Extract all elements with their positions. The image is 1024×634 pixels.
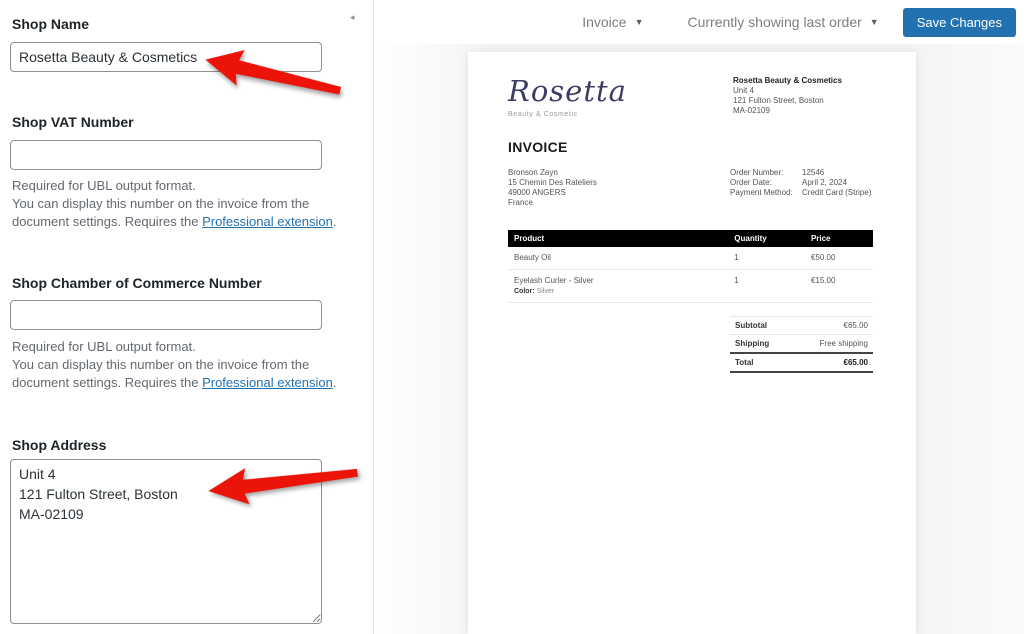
total-label: Total [735,358,754,367]
preview-panel [374,0,1024,634]
order-preview-label: Currently showing last order [687,14,862,30]
order-meta-row [730,168,873,178]
product-cell [508,276,734,295]
items-table [508,230,873,303]
table-row [508,247,873,270]
document-type-label: Invoice [582,14,627,30]
meta-label: Order Date: [730,178,772,187]
help-line2: You can display this number on the invoice from the [12,357,310,372]
variation-value: Silver [536,288,555,295]
totals-table [730,316,873,373]
header-price: Price [810,234,831,243]
shop-name-input[interactable] [10,42,322,72]
shop-address-textarea[interactable] [10,459,322,624]
header-quantity: Quantity [734,234,767,243]
help-line2: You can display this number on the invoice from the [12,196,310,211]
collapse-left-icon[interactable]: ◂ [350,12,355,22]
customer-address [508,168,597,208]
invoice-info-row [508,168,873,208]
chevron-down-icon: ▼ [634,17,644,27]
help-line3: document settings. Requires the [12,214,203,229]
table-row [508,270,873,303]
shipping-row [730,334,873,352]
invoice-preview-area [374,44,1024,634]
order-preview-dropdown[interactable] [688,14,879,30]
meta-label: Order Number: [730,168,784,177]
shipping-value: Free shipping [819,339,868,348]
items-table-header [508,230,873,247]
customer-line: France [508,198,533,207]
quantity-cell: 1 [734,276,739,285]
product-name: Beauty Oil [514,253,551,262]
professional-extension-link[interactable]: Professional extension [202,375,333,390]
shop-address-line: Unit 4 [733,86,754,95]
order-meta-row [730,188,873,198]
customer-line: 15 Chemin Des Rateliers [508,178,597,187]
help-line3-suffix: . [332,214,337,229]
invoice-title: INVOICE [508,139,568,155]
shop-address-label: Shop Address [12,437,107,453]
shop-vat-input[interactable] [10,140,322,170]
order-meta-row [730,178,873,188]
customer-line: 49000 ANGERS [508,188,566,197]
meta-value: April 2, 2024 [802,178,847,187]
settings-panel [0,0,373,634]
shop-name-line: Rosetta Beauty & Cosmetics [733,76,842,85]
invoice-preview-sheet [468,52,916,634]
shipping-label: Shipping [735,339,770,348]
help-line1: Required for UBL output format. [12,339,196,354]
order-meta [730,168,873,208]
coc-help-text [12,338,342,392]
shop-address-line: MA-02109 [733,106,770,115]
help-line1: Required for UBL output format. [12,178,196,193]
total-row [730,352,873,373]
invoice-shop-address [733,75,873,118]
save-changes-button[interactable]: Save Changes [903,8,1016,37]
meta-label: Payment Method: [730,188,793,197]
shop-logo [508,75,627,118]
product-name: Eyelash Curler - Silver [514,276,594,285]
document-type-dropdown[interactable] [582,14,643,30]
quantity-cell: 1 [734,253,739,262]
total-value: €65.00 [843,358,868,367]
meta-value: 12546 [802,168,825,177]
customer-line: Bronson Zayn [508,168,558,177]
help-line3: document settings. Requires the [12,375,203,390]
logo-text: Rosetta [508,74,627,108]
price-cell: €15.00 [810,276,836,285]
subtotal-value: €65.00 [843,321,868,330]
preview-toolbar [374,0,1024,44]
shop-name-label: Shop Name [12,16,90,32]
subtotal-row [730,316,873,334]
chevron-down-icon: ▼ [869,17,879,27]
meta-value: Credit Card (Stripe) [802,188,872,197]
product-variation [514,288,734,295]
shop-address-line: 121 Fulton Street, Boston [733,96,824,105]
product-cell [508,253,734,262]
shop-coc-label: Shop Chamber of Commerce Number [12,275,262,291]
price-cell: €50.00 [810,253,836,262]
logo-tagline: Beauty & Cosmetic [508,111,578,118]
invoice-header [508,75,873,118]
help-line3-suffix: . [332,375,337,390]
shop-vat-label: Shop VAT Number [12,114,134,130]
header-product: Product [514,234,545,243]
shop-coc-input[interactable] [10,300,322,330]
variation-label: Color: [514,288,535,295]
professional-extension-link[interactable]: Professional extension [202,214,333,229]
subtotal-label: Subtotal [735,321,767,330]
vat-help-text [12,177,342,231]
